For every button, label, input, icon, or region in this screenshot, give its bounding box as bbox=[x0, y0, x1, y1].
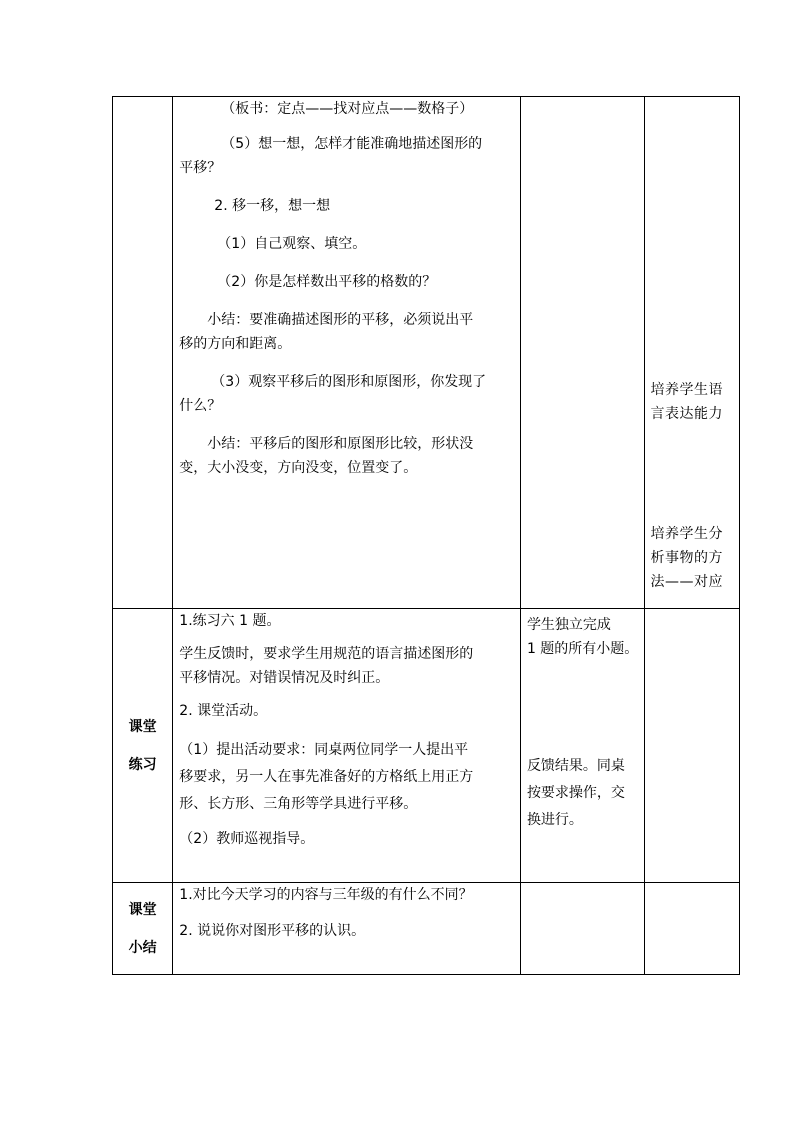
teacher-line: 移的方向和距离。 bbox=[179, 336, 292, 352]
student-activity-cell bbox=[520, 609, 644, 883]
teacher-line: （1）提出活动要求：同桌两位同学一人提出平 bbox=[179, 742, 469, 758]
design-note: 培养学生分 析事物的方 法——对应 bbox=[650, 526, 724, 590]
stage-label: 课堂 练习 bbox=[113, 609, 173, 883]
teacher-line: 平移？ bbox=[179, 160, 222, 176]
board-note: （板书：定点——找对应点——数格子） bbox=[221, 101, 474, 117]
teacher-line: 形、长方形、三角形等学具进行平移。 bbox=[179, 796, 418, 812]
stage-cell bbox=[113, 97, 173, 609]
teacher-line: 平移情况。对错误情况及时纠正。 bbox=[179, 670, 390, 686]
design-intent-cell bbox=[644, 609, 739, 883]
teacher-line: 移要求，另一人在事先准备好的方格纸上用正方 bbox=[179, 769, 474, 785]
teacher-line: 学生反馈时，要求学生用规范的语言描述图形的 bbox=[179, 646, 474, 662]
student-activity-cell bbox=[520, 883, 644, 975]
design-intent-cell bbox=[644, 883, 739, 975]
design-note: 培养学生语 言表达能力 bbox=[650, 382, 724, 422]
teacher-activity-cell bbox=[173, 609, 521, 883]
teacher-line: 小结：要准确描述图形的平移，必须说出平 bbox=[207, 312, 474, 328]
design-intent-cell bbox=[644, 97, 739, 609]
teacher-line: 什么？ bbox=[179, 398, 222, 414]
teacher-line: 1.对比今天学习的内容与三年级的有什么不同？ bbox=[179, 887, 473, 903]
teacher-line: 变，大小没变，方向没变，位置变了。 bbox=[179, 460, 418, 476]
teacher-line: （3）观察平移后的图形和原图形，你发现了 bbox=[211, 374, 487, 390]
teacher-line: （5）想一想，怎样才能准确地描述图形的 bbox=[221, 136, 483, 152]
teacher-line: 1.练习六 1 题。 bbox=[179, 613, 281, 629]
teacher-line: 2. 移一移，想一想 bbox=[214, 198, 331, 214]
teacher-line: 2. 课堂活动。 bbox=[179, 703, 268, 719]
lesson-plan-table bbox=[112, 96, 740, 975]
student-activity-cell bbox=[520, 97, 644, 609]
teacher-line: （2）你是怎样数出平移的格数的？ bbox=[217, 274, 437, 290]
student-note: 反馈结果。同桌 按要求操作，交 换进行。 bbox=[526, 758, 625, 828]
teacher-line: 2. 说说你对图形平移的认识。 bbox=[179, 923, 366, 939]
teacher-activity-cell bbox=[173, 97, 521, 609]
teacher-activity-cell bbox=[173, 883, 521, 975]
table-row bbox=[113, 97, 740, 609]
teacher-line: （1）自己观察、填空。 bbox=[217, 236, 367, 252]
table-row bbox=[113, 609, 740, 883]
teacher-line: （2）教师巡视指导。 bbox=[179, 831, 315, 847]
teacher-line: 小结：平移后的图形和原图形比较，形状没 bbox=[207, 436, 474, 452]
stage-label: 课堂 小结 bbox=[113, 883, 173, 975]
table-row bbox=[113, 883, 740, 975]
student-note: 学生独立完成 1 题的所有小题。 bbox=[526, 617, 639, 657]
